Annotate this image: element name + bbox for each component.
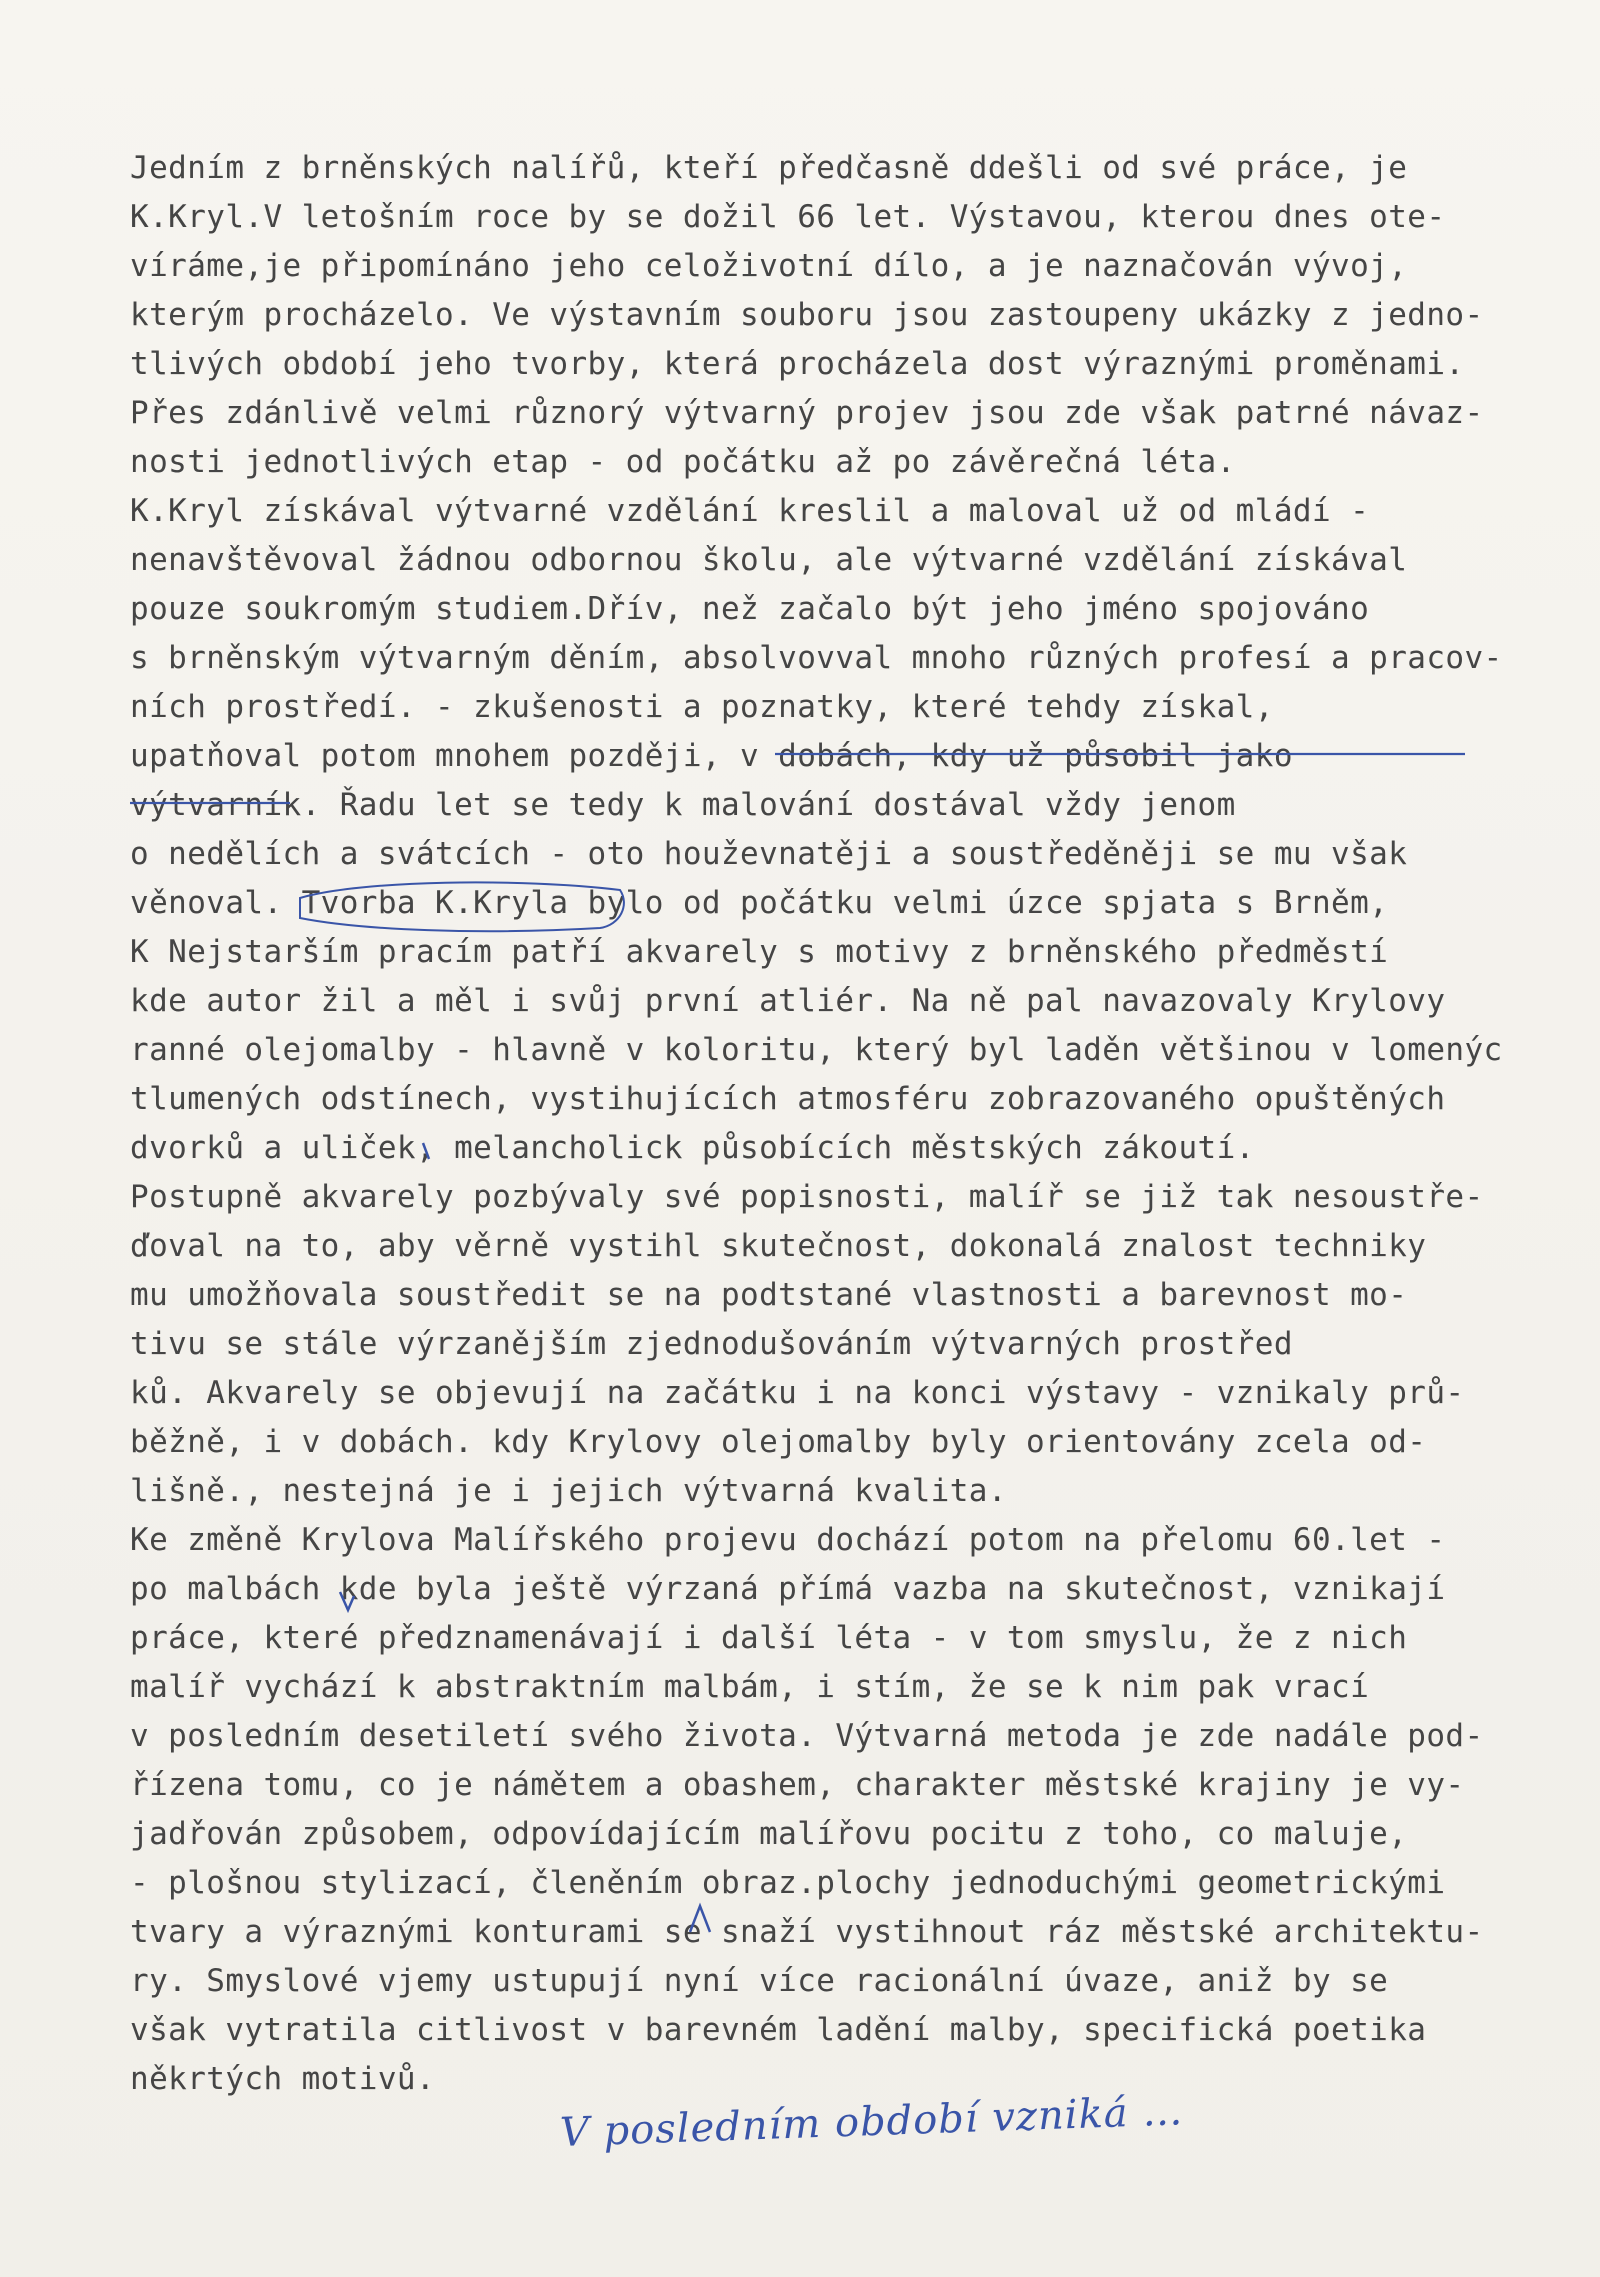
text-line: K.Kryl.V letošním roce by se dožil 66 let. Výstavou, kterou dnes ote- [130,199,1446,235]
text-line: - plošnou stylizací, členěním obraz.plochy jednoduchými geometrickými [130,1865,1446,1901]
text-line: běžně, i v dobách. kdy Krylovy olejomalby byly orientovány zcela od- [130,1424,1427,1460]
text-line: ků. Akvarely se objevují na začátku i na konci výstavy - vznikaly prů- [130,1375,1465,1411]
text-line: po malbách kde byla ještě výrzaná přímá vazba na skutečnost, vznikají [130,1571,1446,1607]
text-line: upatňoval potom mnohem později, v dobách, kdy už působil jako [130,738,1293,774]
text-line: ďoval na to, aby věrně vystihl skutečnost, dokonalá znalost techniky [130,1228,1427,1264]
text-line: řízena tomu, co je námětem a obashem, charakter městské krajiny je vy- [130,1767,1465,1803]
text-line: tivu se stále výrzanějším zjednodušováním výtvarných prostřed [130,1326,1293,1362]
text-line: nosti jednotlivých etap - od počátku až po závěrečná léta. [130,444,1236,480]
text-line: ních prostředí. - zkušenosti a poznatky, které tehdy získal, [130,689,1274,725]
text-line: tlumených odstínech, vystihujících atmosféru zobrazovaného opuštěných [130,1081,1446,1117]
text-line: tlivých období jeho tvorby, která procházela dost výraznými proměnami. [130,346,1465,382]
text-line: K.Kryl získával výtvarné vzdělání kreslil a maloval už od mládí - [130,493,1370,529]
text-line: kde autor žil a měl i svůj první atliér. Na ně pal navazovaly Krylovy [130,983,1446,1019]
text-line: věnoval. Tvorba K.Kryla bylo od počátku velmi úzce spjata s Brněm, [130,885,1389,921]
text-line: pouze soukromým studiem.Dřív, než začalo být jeho jméno spojováno [130,591,1370,627]
text-line: mu umožňovala soustředit se na podtstané vlastnosti a barevnost mo- [130,1277,1408,1313]
text-line: výtvarník. Řadu let se tedy k malování dostával vždy jenom [130,787,1236,823]
text-line: o nedělích a svátcích - oto houževnatěji a soustředěněji se mu však [130,836,1408,872]
text-line: ry. Smyslové vjemy ustupují nyní více racionální úvaze, aniž by se [130,1963,1389,1999]
text-line: ranné olejomalby - hlavně v koloritu, který byl laděn většinou v lomenýc [130,1032,1503,1068]
text-line: nenavštěvoval žádnou odbornou školu, ale výtvarné vzdělání získával [130,542,1408,578]
text-line: s brněnským výtvarným děním, absolvovval mnoho různých profesí a pracov- [130,640,1503,676]
text-line: práce, které předznamenávají i další léta - v tom smyslu, že z nich [130,1620,1408,1656]
text-line: tvary a výraznými konturami se snaží vystihnout ráz městské architektu- [130,1914,1484,1950]
text-line: dvorků a uliček, melancholick působících městských zákoutí. [130,1130,1255,1166]
text-line: jadřován způsobem, odpovídajícím malířovu pocitu z toho, co maluje, [130,1816,1408,1852]
text-line: Přes zdánlivě velmi různorý výtvarný projev jsou zde však patrné návaz- [130,395,1484,431]
text-line: víráme,je připomínáno jeho celoživotní dílo, a je naznačován vývoj, [130,248,1408,284]
text-line: kterým procházelo. Ve výstavním souboru jsou zastoupeny ukázky z jedno- [130,297,1484,333]
text-line: Ke změně Krylova Malířského projevu dochází potom na přelomu 60.let - [130,1522,1446,1558]
text-line: někrtých motivů. [130,2061,436,2097]
text-line: lišně., nestejná je i jejich výtvarná kvalita. [130,1473,1007,1509]
text-line: Jedním z brněnských nalířů, kteří předčasně ddešli od své práce, je [130,150,1408,186]
text-line: Postupně akvarely pozbývaly své popisnosti, malíř se již tak nesoustře- [130,1179,1484,1215]
handwritten-note: V posledním období vzniká … [559,2088,1185,2156]
text-line: však vytratila citlivost v barevném ladění malby, specifická poetika [130,2012,1427,2048]
text-line: K Nejstarším pracím patří akvarely s motivy z brněnského předměstí [130,934,1389,970]
text-line: malíř vychází k abstraktním malbám, i stím, že se k nim pak vrací [130,1669,1370,1705]
text-line: v posledním desetiletí svého života. Výtvarná metoda je zde nadále pod- [130,1718,1484,1754]
